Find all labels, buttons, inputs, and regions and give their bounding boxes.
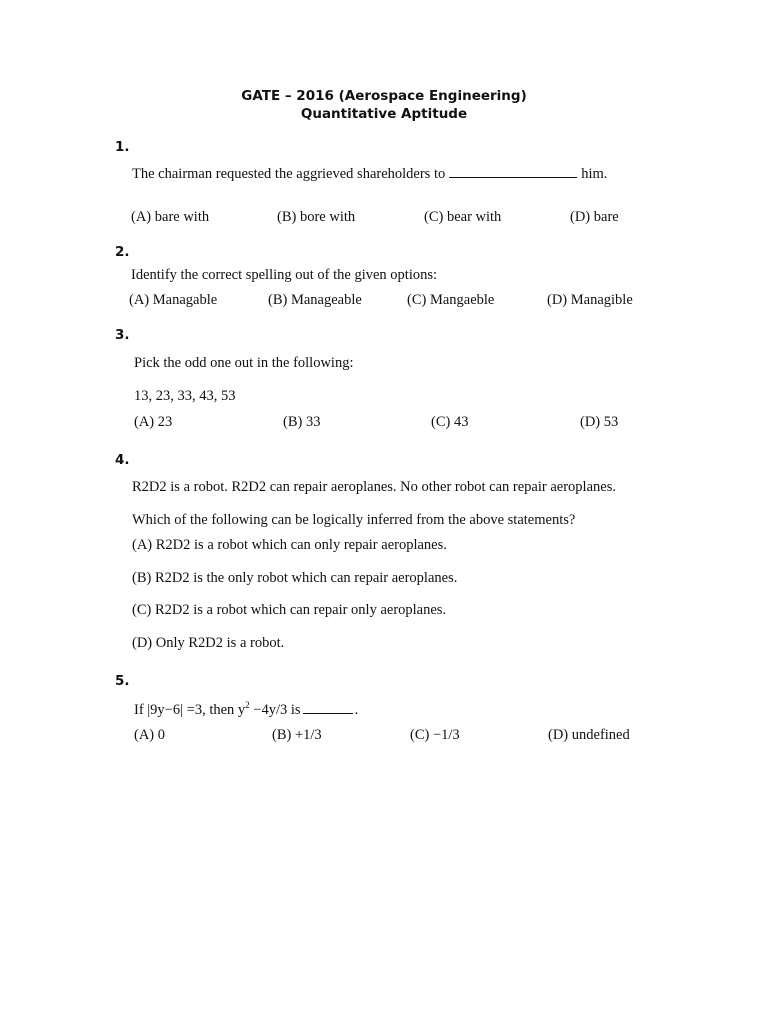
question-number: 4. bbox=[115, 452, 130, 468]
question-number: 3. bbox=[115, 327, 130, 343]
question-4-stem: Which of the following can be logically inferred from the above statements? bbox=[132, 512, 576, 528]
option-c: (C) R2D2 is a robot which can repair only aeroplanes. bbox=[132, 602, 447, 618]
question-5-stem-part2: −4y/3 is bbox=[249, 702, 301, 718]
question-1-stem bbox=[132, 165, 607, 183]
option-d: (D) Managible bbox=[547, 292, 633, 308]
answer-blank bbox=[303, 703, 353, 714]
option-a: (A) Managable bbox=[129, 292, 218, 308]
option-a: (A) R2D2 is a robot which can only repair aeroplanes. bbox=[132, 537, 447, 553]
option-c: (C) Mangaeble bbox=[407, 292, 495, 308]
question-3-stem: Pick the odd one out in the following: bbox=[134, 355, 354, 371]
option-a: (A) 0 bbox=[134, 727, 166, 743]
question-5-stem-end: . bbox=[354, 702, 359, 718]
option-d: (D) bare bbox=[570, 209, 619, 225]
option-b: (B) +1/3 bbox=[272, 727, 322, 743]
option-d: (D) Only R2D2 is a robot. bbox=[132, 635, 285, 651]
option-c: (C) −1/3 bbox=[410, 727, 460, 743]
option-a: (A) 23 bbox=[134, 414, 173, 430]
option-b: (B) R2D2 is the only robot which can repair aeroplanes. bbox=[132, 570, 458, 586]
exam-title: GATE – 2016 (Aerospace Engineering) bbox=[241, 88, 527, 104]
question-4-statement: R2D2 is a robot. R2D2 can repair aeroplanes. No other robot can repair aeroplanes. bbox=[132, 479, 616, 495]
question-1-stem-after: him. bbox=[581, 166, 608, 182]
option-b: (B) Manageable bbox=[268, 292, 362, 308]
option-b: (B) 33 bbox=[283, 414, 321, 430]
option-d: (D) 53 bbox=[580, 414, 619, 430]
option-c: (C) bear with bbox=[424, 209, 502, 225]
exponent: 2 bbox=[245, 700, 250, 711]
question-number: 1. bbox=[115, 139, 130, 155]
option-d: (D) undefined bbox=[548, 727, 630, 743]
option-a: (A) bare with bbox=[131, 209, 210, 225]
question-1-stem-before: The chairman requested the aggrieved shareholders to bbox=[132, 166, 446, 182]
option-b: (B) bore with bbox=[277, 209, 356, 225]
option-c: (C) 43 bbox=[431, 414, 469, 430]
number-sequence: 13, 23, 33, 43, 53 bbox=[134, 388, 236, 404]
question-5-stem bbox=[134, 702, 358, 719]
question-number: 2. bbox=[115, 244, 130, 260]
question-number: 5. bbox=[115, 673, 130, 689]
answer-blank bbox=[449, 165, 577, 178]
exam-subtitle: Quantitative Aptitude bbox=[300, 106, 468, 122]
question-2-stem: Identify the correct spelling out of the given options: bbox=[131, 267, 438, 283]
question-5-stem-part1: If |9y−6| =3, then y bbox=[134, 702, 246, 718]
